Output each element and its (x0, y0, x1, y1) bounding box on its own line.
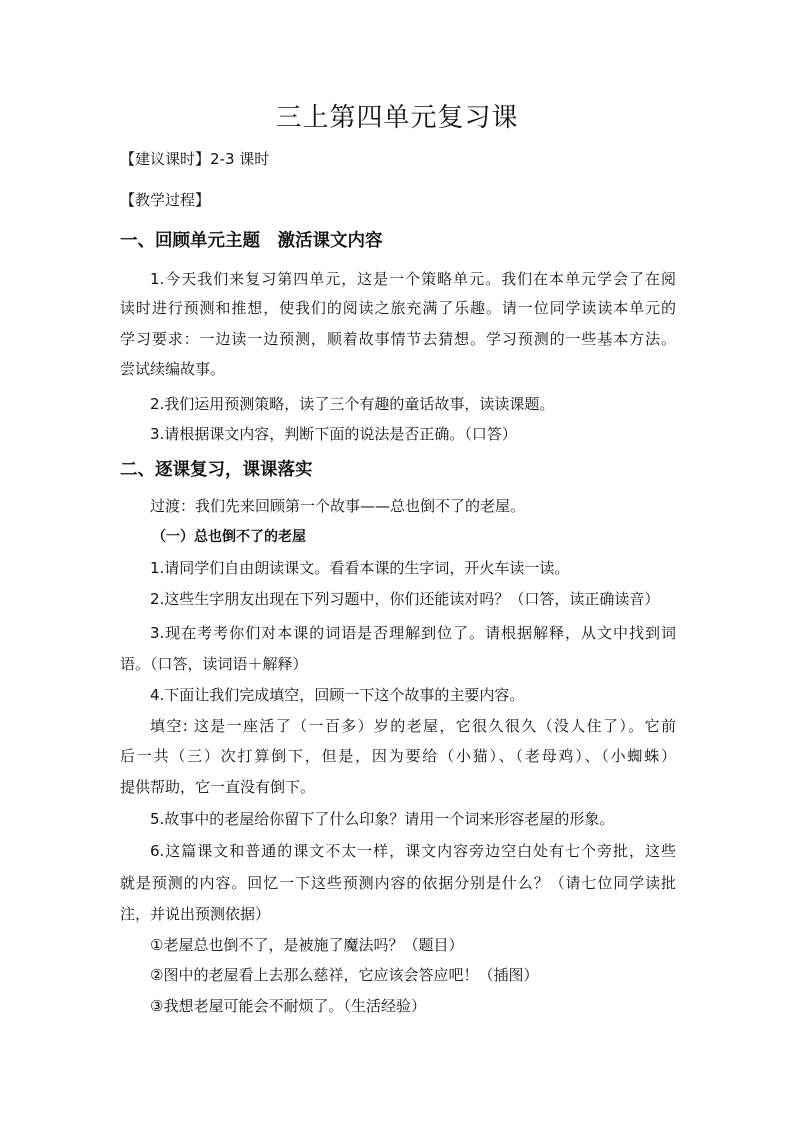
paragraph-line: 3.现在考考你们对本课的词语是否理解到位了。请根据解释，从文中找到词 (150, 624, 676, 642)
paragraph-line: 6.这篇课文和普通的课文不太一样，课文内容旁边空白处有七个旁批，这些 (150, 842, 676, 860)
paragraph-line: 过渡：我们先来回顾第一个故事——总也倒不了的老屋。 (150, 497, 526, 515)
page-title: 三上第四单元复习课 (275, 103, 519, 133)
paragraph-line: 1.今天我们来复习第四单元，这是一个策略单元。我们在本单元学会了在阅 (150, 270, 676, 288)
paragraph-line: 1.请同学们自由朗读课文。看看本课的生字词，开火车读一读。 (150, 559, 570, 577)
list-item: ③我想老屋可能会不耐烦了。（生活经验） (150, 997, 426, 1015)
paragraph-line: 提供帮助，它一直没有倒下。 (120, 778, 316, 796)
list-item: ②图中的老屋看上去那么慈祥，它应该会答应吧！（插图） (150, 966, 539, 984)
paragraph-line: 读时进行预测和推想，使我们的阅读之旅充满了乐趣。请一位同学读读本单元的 (120, 299, 676, 317)
list-item: ①老屋总也倒不了，是被施了魔法吗？（题目） (150, 936, 464, 954)
paragraph-line: 5.故事中的老屋给你留下了什么印象？请用一个词来形容老屋的形象。 (150, 810, 615, 828)
suggested-hours: 【建议课时】2-3 课时 (120, 150, 270, 168)
section-heading-1: 一、回顾单元主题 激活课文内容 (120, 231, 383, 251)
section-heading-2: 二、逐课复习，课课落实 (120, 460, 313, 480)
paragraph-line: 2.我们运用预测策略，读了三个有趣的童话故事，读读课题。 (150, 395, 555, 413)
paragraph-line: 填空: 这是一座活了（一百多）岁的老屋，它很久很久（没人住了）。它前 (150, 717, 676, 735)
teaching-process-heading: 【教学过程】 (120, 191, 211, 209)
paragraph-line: 语。（口答，读词语＋解释） (120, 655, 308, 673)
paragraph-line: 4.下面让我们完成填空，回顾一下这个故事的主要内容。 (150, 686, 525, 704)
paragraph-line: 2.这些生字朋友出现在下列习题中，你们还能读对吗？（口答，读正确读音） (150, 590, 660, 608)
paragraph-line: 就是预测的内容。回忆一下这些预测内容的依据分别是什么？（请七位同学读批 (120, 874, 676, 892)
paragraph-line: 后一共（三）次打算倒下，但是，因为要给（小猫）、（老母鸡）、（小蜘蛛） (120, 747, 676, 765)
paragraph-line: 注，并说出预测依据） (120, 905, 271, 923)
paragraph-line: 尝试续编故事。 (120, 360, 226, 378)
paragraph-line: 学习要求：一边读一边预测，顺着故事情节去猜想。学习预测的一些基本方法。 (120, 330, 676, 348)
subsection-heading: （一）总也倒不了的老屋 (152, 529, 306, 545)
paragraph-line: 3.请根据课文内容，判断下面的说法是否正确。（口答） (150, 425, 517, 443)
